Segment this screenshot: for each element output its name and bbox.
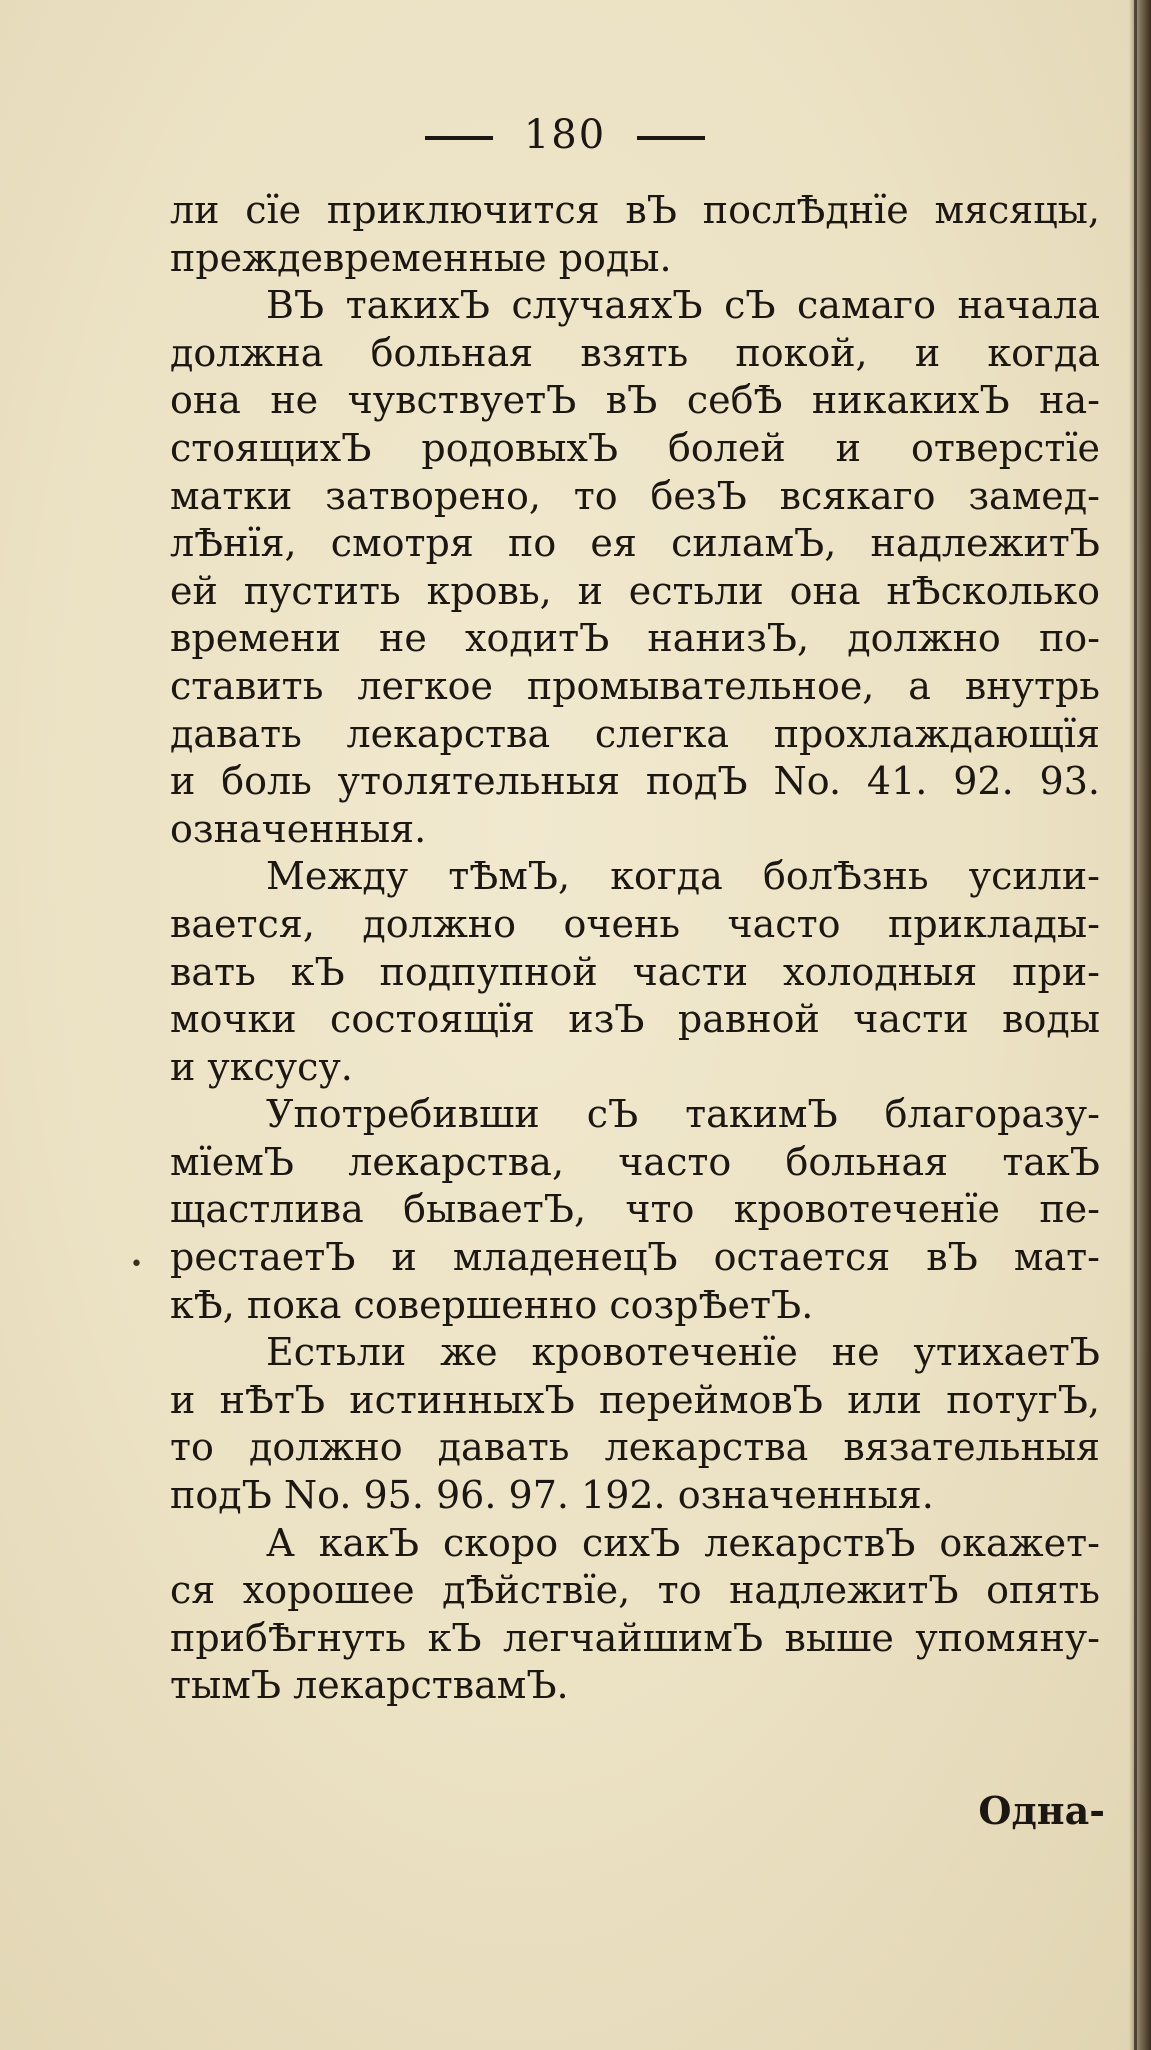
text-line: ставить легкое промывательное, а внутрь bbox=[170, 663, 1100, 708]
catchword: Одна- bbox=[978, 1788, 1105, 1833]
page-number: 180 bbox=[523, 112, 607, 158]
header-dash-left bbox=[425, 136, 493, 140]
text-line: то должно давать лекарства вязательныя bbox=[170, 1425, 1100, 1470]
text-line: ей пустить кровь, и естьли она нѢсколько bbox=[170, 568, 1100, 613]
text-line: ся хорошее дѢйствїе, то надлежитЪ опять bbox=[170, 1568, 1100, 1613]
page-edge-line bbox=[1134, 0, 1137, 2050]
text-line: прибѢгнуть кЪ легчайшимЪ выше упомяну- bbox=[170, 1615, 1100, 1660]
page-edge-shadow bbox=[1129, 0, 1151, 2050]
text-line: означенныя. bbox=[170, 806, 427, 851]
text-line: времени не ходитЪ нанизЪ, должно по- bbox=[170, 616, 1100, 661]
text-line: Употребивши сЪ такимЪ благоразу- bbox=[266, 1092, 1100, 1137]
text-line: ли сїе приключится вЪ послѢднїе мясяцы, bbox=[170, 188, 1100, 232]
text-line: она не чувствуетЪ вЪ себѢ никакихЪ на- bbox=[170, 378, 1100, 423]
text-line: Между тѢмЪ, когда болѢзнь усили- bbox=[266, 854, 1100, 899]
margin-dot: • bbox=[130, 1252, 143, 1277]
text-line: лѢнїя, смотря по ея силамЪ, надлежитЪ bbox=[170, 521, 1100, 566]
text-line: мочки состоящїя изЪ равной части воды bbox=[170, 997, 1100, 1042]
text-line: тымЪ лекарствамЪ. bbox=[170, 1663, 569, 1708]
text-line: мїемЪ лекарства, часто больная такЪ bbox=[170, 1139, 1100, 1184]
header-dash-right bbox=[637, 136, 705, 140]
text-line: давать лекарства слегка прохлаждающїя bbox=[170, 711, 1100, 756]
text-line: вается, должно очень часто приклады- bbox=[170, 901, 1100, 946]
text-line: рестаетЪ и младенецЪ остается вЪ мат- bbox=[170, 1235, 1100, 1280]
text-line: преждевременные роды. bbox=[170, 235, 672, 280]
text-line: кѢ, пока совершенно созрѢетЪ. bbox=[170, 1282, 814, 1327]
text-line: вать кЪ подпупной части холодныя при- bbox=[170, 949, 1100, 994]
text-line: Естьли же кровотеченїе не утихаетЪ bbox=[266, 1330, 1100, 1375]
body-text bbox=[170, 187, 1100, 1710]
text-line: подЪ No. 95. 96. 97. 192. означенныя. bbox=[170, 1473, 934, 1518]
text-line: ВЪ такихЪ случаяхЪ сЪ самаго начала bbox=[266, 283, 1100, 328]
text-line: А какЪ скоро сихЪ лекарствЪ окажет- bbox=[266, 1520, 1100, 1565]
text-line: стоящихЪ родовыхЪ болей и отверстїе bbox=[170, 425, 1100, 470]
text-line: и боль утолятельныя подЪ No. 41. 92. 93. bbox=[170, 759, 1100, 804]
page-header bbox=[0, 112, 1130, 158]
text-line: щастлива бываетЪ, что кровотеченїе пе- bbox=[170, 1187, 1100, 1232]
text-line: должна больная взять покой, и когда bbox=[170, 330, 1100, 375]
text-line: и уксусу. bbox=[170, 1044, 353, 1089]
text-line: и нѢтЪ истинныхЪ перeймовЪ или потугЪ, bbox=[170, 1377, 1100, 1422]
text-line: матки затворено, то безЪ всякаго замед- bbox=[170, 473, 1100, 518]
